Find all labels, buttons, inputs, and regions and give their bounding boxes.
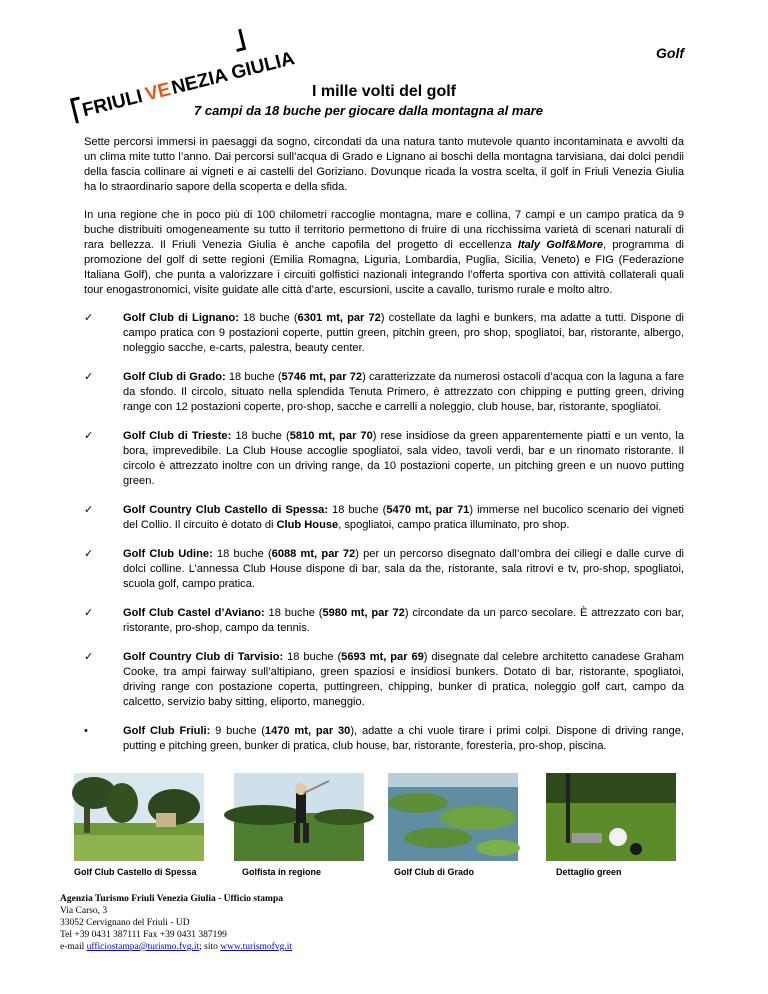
intro-paragraph: Sette percorsi immersi in paesaggi da sogno, circondati da una natura tanto mutevole quanto incontaminata e avvolti da un clima mite tutto l’anno. Dai percorsi sull’acqua di Grado e Lignano ai boschi della montagna tarvisiana, dai dolci pendii della fascia collinare ai vigneti e ai castelli del Goriziano. Dovunque ricada la vostra scelta, il golf in Friuli Venezia Giulia ha lo straordinario sapore della scoperta e della sfida. [84,136,684,193]
checkmark-icon: ✓ [84,548,94,560]
footer-org: Agenzia Turismo Friuli Venezia Giulia - Ufficio stampa [60,894,283,904]
svg-text:VE: VE [143,79,173,106]
course-item: ✓ Golf Club di Trieste: 18 buche (5810 mt, par 70) rese insidiose da green apparentemente piatti e un vento, la bora, imprevedibile. La Club House accoglie spogliatoi, sala video, tavoli verdi, bar e un rinomato ristorante. Il circolo è attrezzato inoltre con un driving range, da 10 postazioni coperte, un pitching green e un nuovo putting green. [84,430,685,487]
website-link[interactable]: www.turismofvg.it [220,942,292,952]
footer-street: Via Carso, 3 [60,906,108,916]
checkmark-icon: ✓ [84,504,94,516]
page-subtitle: 7 campi da 18 buche per giocare dalla montagna al mare [194,103,543,118]
course-item: ✓ Golf Club di Lignano: 18 buche (6301 mt, par 72) costellate da laghi e bunkers, ma adatte a tutti. Dispone di campo pratica con 9 postazioni coperte, puttin green, pitchin green, pro shop, spogliatoi, bar, ristorante, albergo, noleggio sacche, e-carts, palestra, beauty center. [84,312,684,354]
checkmark-icon: ✓ [84,430,94,442]
course-list [84,311,684,754]
course-item: ✓ Golf Country Club Castello di Spessa: 18 buche (5470 mt, par 71) immerse nel bucolico scenario dei vigneti del Collio. Il circuito è dotato di Club House, spogliatoi, campo pratica illuminato, pro shop. [84,504,685,531]
course-item: • Golf Club Friuli: 9 buche (1470 mt, par 30), adatte a chi vuole tirare i primi colpi. Dispone di driving range, putting e pitching green, bunker di pratica, club house, bar, ristorante, foresteria, pro-shop, piscina. [84,725,685,752]
photo-strip [74,773,694,877]
photo-grado [388,773,518,861]
checkmark-icon: ✓ [84,651,94,663]
course-item: ✓ Golf Club Castel d’Aviano: 18 buche (5980 mt, par 72) circondate da un parco secolare. È attrezzato con bar, ristorante, pro-shop, campo da tennis. [84,607,684,634]
photo-castello-spessa [74,773,204,861]
photo-caption: Dettaglio green [556,867,622,877]
section-label: Golf [656,45,684,61]
footer-phone: Tel +39 0431 387111 Fax +39 0431 387199 [60,930,227,940]
photo-caption: Golfista in regione [242,867,322,877]
footer-city: 33052 Cervignano del Friuli - UD [60,918,190,928]
course-item: ✓ Golf Club di Grado: 18 buche (5746 mt, par 72) caratterizzate da numerosi ostacoli d’acqua con la laguna a fare da sfondo. Il circolo, situato nella splendida Tenuta Primero, è attrezzato con chipping e putting green, driving range con 12 postazioni coperte, pro-shop, sacche e carrelli a noleggio, club house, bar, ristorante, spogliatoi. [84,371,684,413]
checkmark-icon: ✓ [84,607,94,619]
course-item: ✓ Golf Club Udine: 18 buche (6088 mt, par 72) per un percorso disegnato dall’ombra dei ciliegi e dalle curve di dolci colline. L’annessa Club House dispone di bar, sala da the, ristorante, sala ritrovi e tv, pro-shop, spogliatoi, scuola golf, campo pratica. [84,548,684,590]
footer-contacts: e-mail ufficiostampa@turismo.fvg.it; sito www.turismofvg.it [60,942,292,952]
bullet-icon: • [84,725,88,737]
photo-caption: Golf Club Castello di Spessa [74,867,197,877]
photo-golfista [234,773,364,861]
checkmark-icon: ✓ [84,312,94,324]
checkmark-icon: ✓ [84,371,94,383]
email-link[interactable]: ufficiostampa@turismo.fvg.it [86,942,200,952]
page-title: I mille volti del golf [311,83,456,100]
press-office-footer [60,893,292,953]
project-name: Italy Golf&More [517,239,603,251]
svg-text:FRIULI: FRIULI [80,86,145,122]
article-body [84,135,684,768]
region-paragraph: In una regione che in poco più di 100 chilometri raccoglie montagna, mare e collina, 7 campi e un campo pratica da 9 buche distribuiti omogeneamente su tutto il territorio permettono di fruire di una ricchissima varietà di scenari naturali di rara bellezza. Il Friuli Venezia Giulia è anche capofila del progetto di eccellenza Italy Golf&More, programma di promozione del golf di sette regioni (Emilia Romagna, Liguria, Lombardia, Puglia, Sicilia, Veneto) e FIG (Federazione Italiana Golf), che punta a valorizzare i circuiti golfistici nazionali integrando l’offerta sportiva con attività collaterali quali tour enogastronomici, visite guidate alle città d’arte, escursioni, uscite a cavallo, turismo rurale e molto altro. [84,209,685,296]
svg-text:NEZIA GIULIA: NEZIA GIULIA [169,48,297,99]
photo-caption: Golf Club di Grado [394,867,474,877]
course-item: ✓ Golf Country Club di Tarvisio: 18 buche (5693 mt, par 69) disegnate dal celebre architetto canadese Graham Cooke, tra ampi fairway sull’altipiano, green spaziosi e insidiosi bunkers. Dotato di bar, ristorante, spogliatoi, driving range con postazione coperta, puttingreen, chipping, bunker di pratica, noleggio golf cart, campo da calcetto, servizio baby sitting, eliporto, maneggio. [84,651,684,708]
photo-dettaglio-green [546,773,676,861]
